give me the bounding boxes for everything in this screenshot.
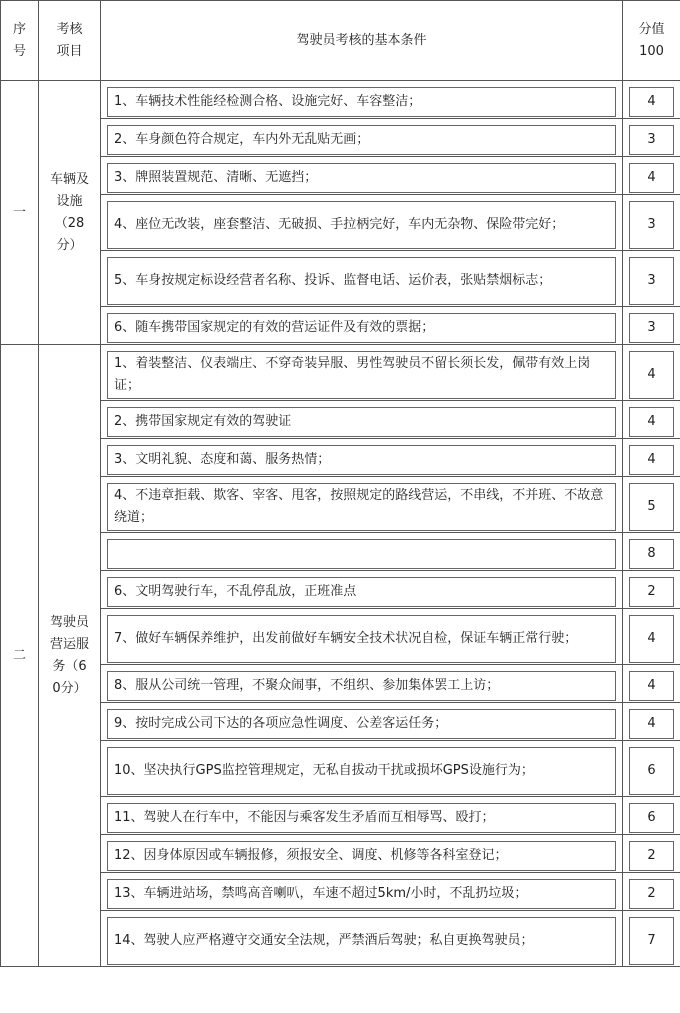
score-cell: [623, 609, 680, 665]
score-value: 6: [647, 810, 656, 825]
header-score-label: 分值: [638, 21, 665, 37]
condition-cell: [101, 439, 623, 477]
condition-cell: [101, 307, 623, 345]
table-row: [1, 665, 680, 703]
header-conditions: 驾驶员考核的基本条件: [101, 1, 623, 81]
section-seq: 二: [1, 345, 39, 967]
score-value: 4: [647, 678, 656, 693]
condition-cell: [101, 665, 623, 703]
score-value: 3: [647, 217, 656, 232]
table-row: [1, 873, 680, 911]
score-cell: [623, 119, 680, 157]
condition-cell: [101, 477, 623, 533]
condition-cell: [101, 835, 623, 873]
condition-text: 13、车辆进站场，禁鸣高音喇叭，车速不超过5km/小时，不乱扔垃圾；: [114, 885, 528, 901]
score-cell: [623, 401, 680, 439]
condition-text: 3、文明礼貌、态度和蔼、服务热情；: [114, 451, 331, 467]
condition-text: 9、按时完成公司下达的各项应急性调度、公差客运任务；: [114, 715, 448, 731]
header-score: [623, 1, 680, 81]
condition-text: 1、着装整洁、仪表端庄、不穿奇装异服、男性驾驶员不留长须长发，佩带有效上岗证；: [114, 355, 591, 393]
score-cell: [623, 873, 680, 911]
condition-cell: [101, 873, 623, 911]
score-value: 7: [647, 933, 656, 948]
table-row: [1, 307, 680, 345]
score-value: 8: [647, 546, 656, 561]
condition-cell: [101, 157, 623, 195]
condition-text: 10、坚决执行GPS监控管理规定，无私自拔动干扰或损坏GPS设施行为；: [114, 762, 534, 778]
condition-text: 6、文明驾驶行车，不乱停乱放，正班准点: [114, 583, 357, 599]
header-row: [1, 1, 680, 81]
table-row: [1, 345, 680, 401]
condition-text: 1、车辆技术性能经检测合格、设施完好、车容整洁；: [114, 93, 422, 109]
section-item: [39, 345, 101, 967]
score-value: 4: [647, 170, 656, 185]
score-cell: [623, 307, 680, 345]
score-value: 4: [647, 94, 656, 109]
score-value: 2: [647, 886, 656, 901]
table-row: [1, 571, 680, 609]
table-row: [1, 439, 680, 477]
score-value: 4: [647, 452, 656, 467]
score-value: 4: [647, 414, 656, 429]
score-value: 6: [647, 763, 656, 778]
condition-text: 4、座位无改装，座套整洁、无破损、手拉柄完好，车内无杂物、保险带完好；: [114, 216, 565, 232]
section-item-label: 车辆及设施（28分）: [49, 171, 89, 253]
score-cell: [623, 81, 680, 119]
section-item-label: 驾驶员营运服务（60分）: [49, 614, 89, 696]
table-row: [1, 703, 680, 741]
score-value: 4: [647, 367, 656, 382]
score-value: 3: [647, 320, 656, 335]
table-row: [1, 157, 680, 195]
header-seq: 序号: [1, 1, 39, 81]
table-row: [1, 609, 680, 665]
score-value: 3: [647, 132, 656, 147]
table-row: [1, 81, 680, 119]
score-cell: [623, 345, 680, 401]
header-item: 考核项目: [39, 1, 101, 81]
condition-text: 12、因身体原因或车辆报修，须报安全、调度、机修等各科室登记；: [114, 847, 508, 863]
condition-cell: [101, 797, 623, 835]
condition-cell: [101, 741, 623, 797]
condition-text: 2、车身颜色符合规定，车内外无乱贴无画；: [114, 131, 370, 147]
score-cell: [623, 477, 680, 533]
score-value: 2: [647, 584, 656, 599]
table-row: [1, 477, 680, 533]
score-cell: [623, 911, 680, 967]
score-value: 4: [647, 631, 656, 646]
score-value: 2: [647, 848, 656, 863]
condition-cell: [101, 119, 623, 157]
condition-cell: [101, 195, 623, 251]
table-row: [1, 835, 680, 873]
score-cell: [623, 741, 680, 797]
table-row: [1, 251, 680, 307]
condition-text: 2、携带国家规定有效的驾驶证: [114, 413, 292, 429]
score-value: 3: [647, 273, 656, 288]
table-row: [1, 911, 680, 967]
section-seq: 一: [1, 81, 39, 345]
score-cell: [623, 703, 680, 741]
table-row: [1, 119, 680, 157]
condition-text: 3、牌照装置规范、清晰、无遮挡；: [114, 169, 318, 185]
score-value: 5: [647, 499, 656, 514]
score-cell: [623, 533, 680, 571]
condition-cell: [101, 345, 623, 401]
condition-cell: [101, 609, 623, 665]
condition-cell: [101, 81, 623, 119]
section-item: [39, 81, 101, 345]
score-cell: [623, 251, 680, 307]
condition-cell: [101, 251, 623, 307]
condition-text: 8、服从公司统一管理，不聚众闹事，不组织、参加集体罢工上访；: [114, 677, 500, 693]
condition-cell: [101, 703, 623, 741]
score-cell: [623, 571, 680, 609]
score-cell: [623, 157, 680, 195]
score-cell: [623, 797, 680, 835]
score-cell: [623, 835, 680, 873]
table-row: [1, 797, 680, 835]
score-cell: [623, 195, 680, 251]
condition-cell: [101, 911, 623, 967]
condition-cell: [101, 401, 623, 439]
condition-cell: [101, 533, 623, 571]
table-row: [1, 533, 680, 571]
condition-text: 4、不违章拒载、欺客、宰客、甩客，按照规定的路线营运，不串线，不并班、不故意绕道；: [114, 487, 604, 525]
score-cell: [623, 665, 680, 703]
table-row: [1, 195, 680, 251]
score-cell: [623, 439, 680, 477]
condition-text: 7、做好车辆保养维护，出发前做好车辆安全技术状况自检，保证车辆正常行驶；: [114, 630, 578, 646]
score-value: 4: [647, 716, 656, 731]
condition-text: 6、随车携带国家规定的有效的营运证件及有效的票据；: [114, 319, 435, 335]
condition-cell: [101, 571, 623, 609]
condition-text: 11、驾驶人在行车中，不能因与乘客发生矛盾而互相辱骂、殴打；: [114, 809, 495, 825]
condition-text: 14、驾驶人应严格遵守交通安全法规，严禁酒后驾驶；私自更换驾驶员；: [114, 932, 534, 948]
table-row: [1, 741, 680, 797]
table-row: [1, 401, 680, 439]
condition-text: 5、车身按规定标设经营者名称、投诉、监督电话、运价表，张贴禁烟标志；: [114, 272, 552, 288]
header-score-total: 100: [639, 43, 664, 59]
